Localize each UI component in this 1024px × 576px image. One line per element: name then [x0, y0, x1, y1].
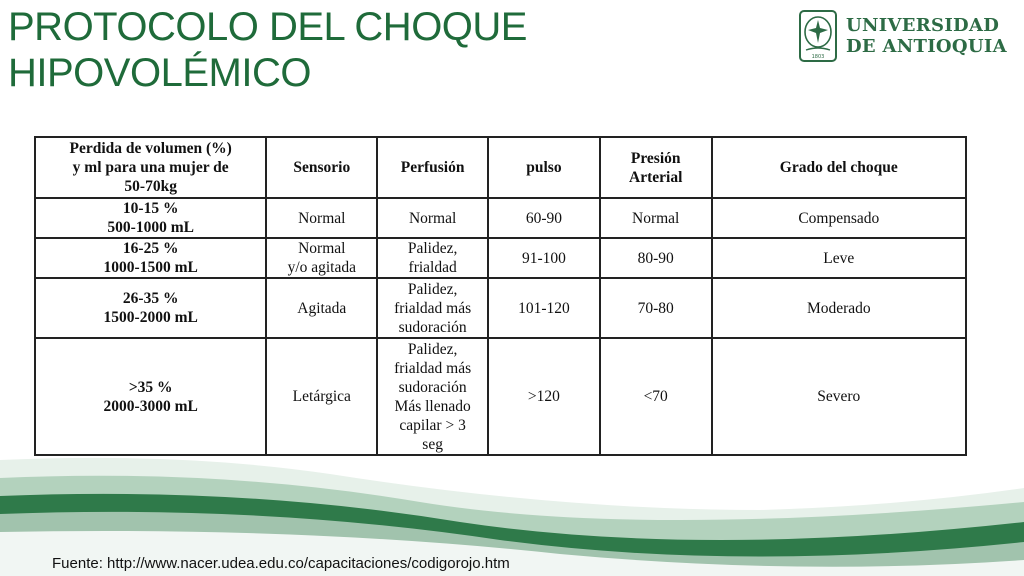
cell-volume: 10-15 % 500-1000 mL [35, 198, 266, 238]
header-pulso: pulso [488, 137, 600, 198]
cell-presion: 80-90 [600, 238, 712, 278]
cell-volume: 16-25 % 1000-1500 mL [35, 238, 266, 278]
cell-sensorio: Agitada [266, 278, 377, 338]
seal-year: 1803 [811, 54, 825, 60]
cell-perfusion: Palidez, frialdad más sudoración [377, 278, 488, 338]
table-row [35, 238, 966, 278]
table-row [35, 198, 966, 238]
cell-presion: <70 [600, 338, 712, 455]
header-volume: Perdida de volumen (%) y ml para una mujer de 50-70kg [35, 137, 266, 198]
cell-pulso: 60-90 [488, 198, 600, 238]
logo-text-line: UNIVERSIDAD [846, 15, 1000, 36]
table-row [35, 278, 966, 338]
slide-title-line: PROTOCOLO DEL CHOQUE [8, 5, 527, 49]
table-header-row [35, 137, 966, 198]
cell-grado: Severo [712, 338, 966, 455]
cell-sensorio: Normal [266, 198, 377, 238]
cell-pulso: >120 [488, 338, 600, 455]
header-sensorio: Sensorio [266, 137, 377, 198]
slide-title [8, 4, 527, 96]
table-row [35, 338, 966, 455]
slide-title-line: HIPOVOLÉMICO [8, 51, 311, 95]
cell-volume: >35 % 2000-3000 mL [35, 338, 266, 455]
cell-grado: Leve [712, 238, 966, 278]
source-citation: Fuente: http://www.nacer.udea.edu.co/capacitaciones/codigorojo.htm [52, 555, 510, 572]
cell-sensorio: Normal y/o agitada [266, 238, 377, 278]
university-logo [798, 10, 1018, 64]
cell-sensorio: Letárgica [266, 338, 377, 455]
cell-grado: Moderado [712, 278, 966, 338]
header-perfusion: Perfusión [377, 137, 488, 198]
logo-text [846, 15, 1007, 57]
cell-presion: Normal [600, 198, 712, 238]
cell-pulso: 101-120 [488, 278, 600, 338]
cell-presion: 70-80 [600, 278, 712, 338]
university-seal-icon [798, 10, 838, 62]
header-presion: Presión Arterial [600, 137, 712, 198]
cell-pulso: 91-100 [488, 238, 600, 278]
logo-text-line: DE ANTIOQUIA [846, 36, 1007, 57]
cell-perfusion: Palidez, frialdad [377, 238, 488, 278]
cell-grado: Compensado [712, 198, 966, 238]
header-grado: Grado del choque [712, 137, 966, 198]
shock-protocol-table [34, 136, 967, 456]
cell-perfusion: Normal [377, 198, 488, 238]
cell-volume: 26-35 % 1500-2000 mL [35, 278, 266, 338]
cell-perfusion: Palidez, frialdad más sudoración Más llenado capilar > 3 seg [377, 338, 488, 455]
